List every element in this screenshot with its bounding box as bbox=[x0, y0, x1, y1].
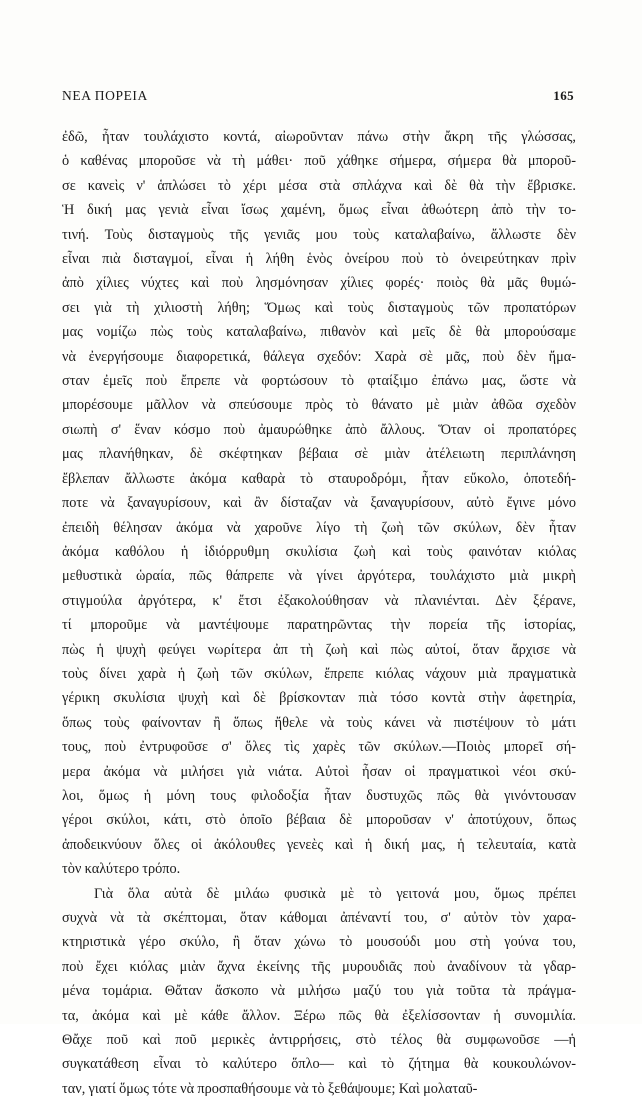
text-line: μας νομίζω πὼς τοὺς καταλαβαίνω, πιθανὸν καὶ μεῖς δὲ θὰ μπορούσαμε bbox=[62, 324, 576, 341]
text-line: τί μποροῦμε νὰ μαντέψουμε παρατηρῶντας τὴν πορεία τῆς ἱστορίας, bbox=[62, 617, 576, 634]
paragraph-continued bbox=[62, 125, 576, 882]
text-line: σταν ἐμεῖς ποὺ ἔπρεπε νὰ φορτώσουν τὸ φταίξιμο ἐπάνω μας, ὥστε νὰ bbox=[62, 373, 576, 390]
text-line: ἐπειδὴ θέλησαν ἀκόμα νὰ χαροῦνε λίγο τὴ ζωὴ τῶν σκύλων, δὲν ἦταν bbox=[62, 519, 576, 536]
text-line: μεθυστικὰ ὡραία, πῶς θάπρεπε νὰ γίνει ἀργότερα, τουλάχιστο μιὰ μικρὴ bbox=[62, 568, 576, 585]
text-line: μένα τομάρια. Θἄταν ἄσκοπο νὰ μιλήσω μαζύ του γιὰ τοῦτα τὰ πράγμα- bbox=[62, 983, 576, 1000]
page-number: 165 bbox=[553, 88, 574, 103]
text-line: ἀποδεικνύουν ὅλες οἱ ἀκόλουθες γενεὲς καὶ ἡ δική μας, ἡ τελευταία, κατὰ bbox=[62, 836, 576, 853]
text-line: ἐδῶ, ἦταν τουλάχιστο κοντά, αἰωροῦνταν πάνω στὴν ἄκρη τῆς γλώσσας, bbox=[62, 129, 576, 145]
text-line: σει γιὰ τὴ χιλιοστὴ λήθη; Ὅμως καὶ τοὺς δισταγμοὺς τῶν προπατόρων bbox=[62, 299, 576, 316]
text-line: συγκατάθεση εἶναι τὸ καλύτερο ὅπλο— καὶ τὸ ζήτημα θὰ κουκουλώνον- bbox=[62, 1056, 576, 1073]
text-line: μπορέσουμε μᾶλλον νὰ σπεύσουμε πρὸς τὸ θάνατο μὲ μιὰν ἀθῶα σχεδὸν bbox=[62, 397, 576, 414]
text-line: ἀκόμα καθόλου ἡ ἰδιόρρυθμη σκυλίσια ζωὴ καὶ τοὺς φαινόταν κιόλας bbox=[62, 543, 576, 560]
text-line: μας πλανήθηκαν, δὲ σκέφτηκαν βέβαια σὲ μιὰν ἀτέλειωτη περιπλάνηση bbox=[62, 446, 576, 463]
body-text bbox=[62, 125, 576, 1101]
text-line: συχνὰ νὰ τὰ σκέπτομαι, ὅταν κάθομαι ἀπέναντί του, σ' αὐτὸν τὸν χαρα- bbox=[62, 910, 576, 926]
text-line: στιγμούλα ἀργότερα, κ' ἔτσι ἐξακολούθησαν νὰ πλανιένται. Δὲν ξέρανε, bbox=[62, 592, 576, 609]
text-line: ὁ καθένας μποροῦσε νὰ τὴ μάθει· ποῦ χάθηκε σήμερα, σήμερα θὰ μποροῦ- bbox=[62, 153, 576, 170]
text-line: ὅπως τοὺς φαίνονταν ἢ ὅπως ἤθελε νὰ τοὺς κάνει νὰ πιστέψουν τὸ μάτι bbox=[62, 714, 576, 731]
text-line: ταν, γιατί ὅμως τότε νὰ προσπαθήσουμε νὰ τὸ ξεθάψουμε; Καὶ μολαταῦ- bbox=[62, 1080, 478, 1097]
text-line: γέροι σκύλοι, κάτι, στὸ ὁποῖο βέβαια δὲ μποροῦσαν ν' ἀποτύχουν, ὅπως bbox=[62, 812, 576, 829]
running-title: ΝΕΑ ΠΟΡΕΙΑ bbox=[62, 88, 148, 103]
text-line: ποὺ ἔχει κιόλας μιὰν ἄχνα ἐκείνης τῆς μυρουδιᾶς ποὺ ἀναδίνουν τὰ γδαρ- bbox=[62, 958, 576, 975]
text-line: γέρικη σκυλίσια ψυχὴ καὶ δὲ βρίσκονταν πιὰ τόσο κοντὰ στὴν ἀφετηρία, bbox=[62, 690, 576, 707]
text-line: σιωπὴ σ' ἕναν κόσμο ποὺ ἀμαυρώθηκε ἀπὸ ἄλλους. Ὅταν οἱ προπατόρες bbox=[62, 421, 576, 438]
text-line: κτηριστικὰ γέρο σκύλο, ἢ ὅταν χώνω τὸ μουσούδι μου στὴ γούνα του, bbox=[62, 934, 576, 951]
text-line: τὸν καλύτερο τρόπο. bbox=[62, 861, 181, 878]
paragraph-new bbox=[62, 882, 576, 1101]
text-line: τα, ἀκόμα καὶ μὲ κάθε ἄλλον. Ξέρω πῶς θὰ ἐξελίσσονταν ἡ συνομιλία. bbox=[62, 1007, 576, 1024]
text-line: σε κανεὶς ν' ἁπλώσει τὸ χέρι μέσα στὰ σπλάχνα καὶ δὲ θὰ τὴν ἔβρισκε. bbox=[62, 177, 576, 194]
text-line: λοι, ὅμως ἡ μόνη τους φιλοδοξία ἦταν δυστυχῶς πῶς θὰ γινόντουσαν bbox=[62, 787, 576, 804]
running-head bbox=[62, 88, 574, 108]
text-line: ἔβλεπαν ἄλλωστε ἀκόμα καθαρὰ τὸ σταυροδρόμι, ἦταν εὔκολο, ὁποτεδή- bbox=[62, 470, 576, 487]
text-line: μερα ἀκόμα νὰ μιλήσει γιὰ νιάτα. Αὐτοὶ ἦσαν οἱ πραγματικοὶ νέοι σκύ- bbox=[62, 763, 576, 780]
text-line: νὰ ἐνεργήσουμε διαφορετικά, θάλεγα σχεδόν: Χαρὰ σὲ μᾶς, ποὺ δὲν ἤμα- bbox=[62, 348, 576, 365]
text-line: Θἄχε ποῦ καὶ ποῦ μερικὲς ἀντιρρήσεις, στὸ τέλος θὰ συμφωνοῦσε —ἡ bbox=[62, 1032, 576, 1049]
text-line: Γιὰ ὅλα αὐτὰ δὲ μιλάω φυσικὰ μὲ τὸ γειτονά μου, ὅμως πρέπει bbox=[94, 885, 576, 902]
text-line: Ἡ δική μας γενιὰ εἶναι ἴσως χαμένη, ὅμως εἶναι ἀθωότερη ἀπὸ τὴν το- bbox=[62, 202, 576, 219]
text-line: τους, ποὺ ἐντρυφοῦσε σ' ὅλες τὶς χαρὲς τῶν σκύλων.—Ποιὸς μπορεῖ σή- bbox=[62, 739, 576, 756]
text-line: πὼς ἡ ψυχὴ φεύγει νωρίτερα ἀπ τὴ ζωὴ καὶ πὼς αὐτοί, ὅταν ἄρχισε νὰ bbox=[62, 641, 576, 658]
text-line: ἀπὸ χίλιες νύχτες καὶ ποὺ λησμόνησαν χίλιες φορές· ποιὸς θὰ μᾶς θυμώ- bbox=[62, 275, 576, 292]
text-line: εἶναι πιὰ δισταγμοί, εἶναι ἡ λήθη ἑνὸς ὀνείρου ποὺ τὸ ὀνειρεύτηκαν πρὶν bbox=[62, 251, 576, 268]
text-line: τινή. Τοὺς δισταγμοὺς τῆς γενιᾶς μου τοὺς καταλαβαίνω, ἄλλωστε δὲν bbox=[62, 226, 576, 243]
text-line: τοὺς δίνει χαρὰ ἡ ζωὴ τῶν σκύλων, ἔπρεπε κιόλας νάχουν μιὰ πραγματικὰ bbox=[62, 665, 576, 682]
text-line: ποτε νὰ ξαναγυρίσουν, καὶ ἂν δίσταζαν νὰ ξαναγυρίσουν, αὐτὸ ἔγινε μόνο bbox=[62, 495, 576, 512]
